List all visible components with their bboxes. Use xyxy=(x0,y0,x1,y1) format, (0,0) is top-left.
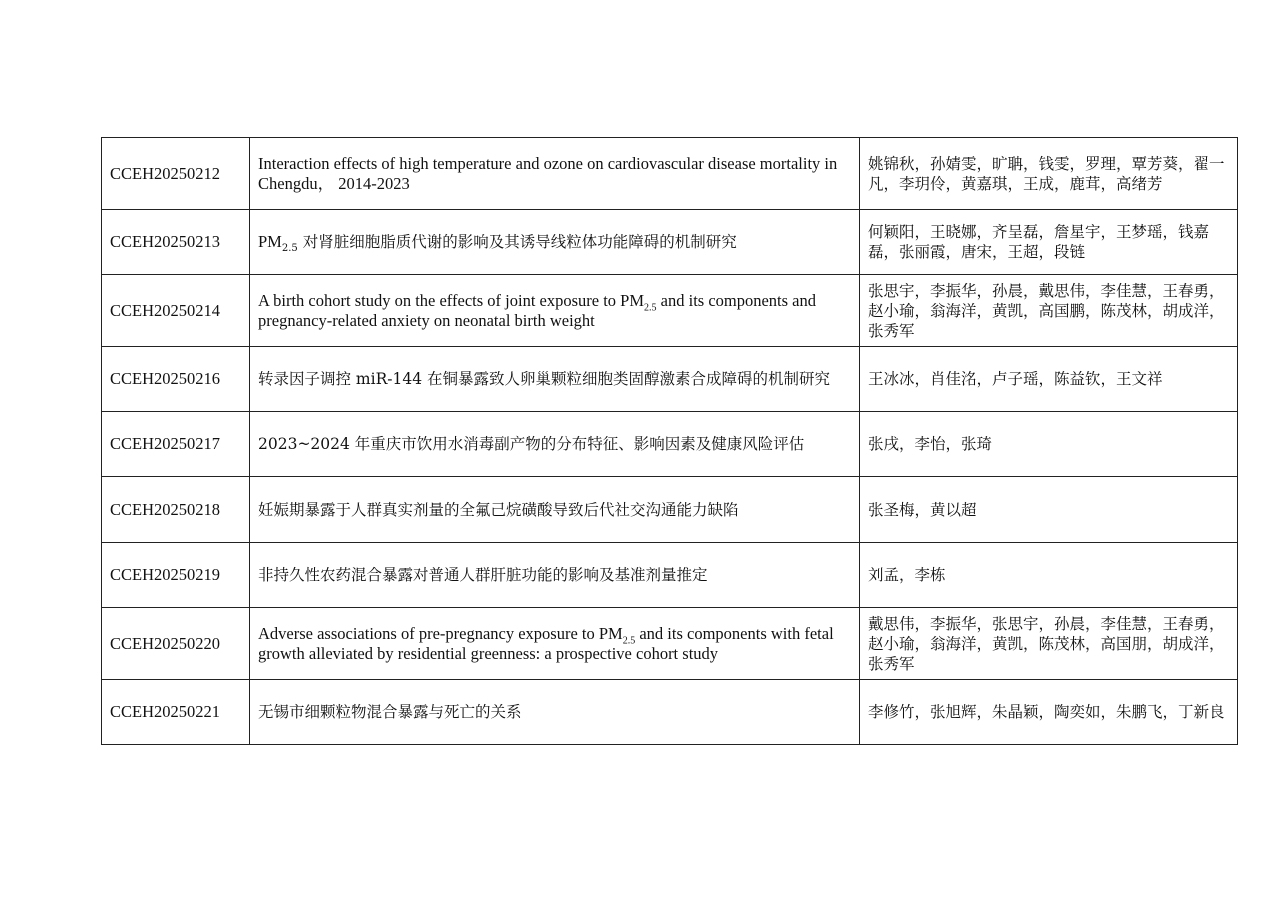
project-title xyxy=(250,608,860,680)
projects-table xyxy=(101,137,1238,745)
title-text: 对肾脏细胞脂质代谢的影响及其诱导线粒体功能障碍的机制研究 xyxy=(297,233,737,251)
project-code: CCEH20250214 xyxy=(102,275,250,347)
project-authors: 李修竹，张旭辉，朱晶颖，陶奕如，朱鹏飞，丁新良 xyxy=(860,680,1238,745)
project-code: CCEH20250212 xyxy=(102,138,250,210)
subscript: 2.5 xyxy=(644,301,657,313)
subscript: 2.5 xyxy=(281,243,298,255)
subscript: 2.5 xyxy=(622,634,636,646)
project-title xyxy=(250,275,860,347)
table-row xyxy=(102,608,1238,680)
project-code: CCEH20250219 xyxy=(102,543,250,608)
project-code: CCEH20250213 xyxy=(102,210,250,275)
table-row xyxy=(102,543,1238,608)
project-authors: 王冰冰，肖佳洺，卢子瑶，陈益钦，王文祥 xyxy=(860,347,1238,412)
project-title: 2023~2024 年重庆市饮用水消毒副产物的分布特征、影响因素及健康风险评估 xyxy=(250,412,860,477)
table-row xyxy=(102,210,1238,275)
title-text: and its components with fetal growth alleviated by residential greenness: a prospective cohort study xyxy=(258,623,834,663)
project-authors: 何颖阳，王晓娜，齐呈磊，詹星宇，王梦瑶，钱嘉磊，张丽霞，唐宋，王超，段链 xyxy=(860,210,1238,275)
project-authors: 姚锦秋，孙婧雯，旷聃，钱雯，罗理，覃芳葵，翟一凡，李玥伶，黄嘉琪，王成，鹿茸，高绪芳 xyxy=(860,138,1238,210)
project-code: CCEH20250217 xyxy=(102,412,250,477)
project-title: 非持久性农药混合暴露对普通人群肝脏功能的影响及基准剂量推定 xyxy=(250,543,860,608)
project-authors: 戴思伟，李振华，张思宇，孙晨，李佳慧，王春勇，赵小瑜，翁海洋，黄凯，陈茂林，高国朋，胡成洋，张秀军 xyxy=(860,608,1238,680)
project-title: 无锡市细颗粒物混合暴露与死亡的关系 xyxy=(250,680,860,745)
project-code: CCEH20250220 xyxy=(102,608,250,680)
title-text: A birth cohort study on the effects of joint exposure to PM xyxy=(258,290,645,310)
project-code: CCEH20250218 xyxy=(102,477,250,543)
table-row xyxy=(102,477,1238,543)
project-title: 转录因子调控 miR-144 在铜暴露致人卵巢颗粒细胞类固醇激素合成障碍的机制研究 xyxy=(250,347,860,412)
project-authors: 张思宇，李振华，孙晨，戴思伟，李佳慧，王春勇，赵小瑜，翁海洋，黄凯，高国鹏，陈茂林，胡成洋，张秀军 xyxy=(860,275,1238,347)
table-row xyxy=(102,680,1238,745)
project-title: Interaction effects of high temperature and ozone on cardiovascular disease mortality in Chengdu， 2014-2023 xyxy=(250,138,860,210)
title-text: Adverse associations of pre-pregnancy exposure to PM xyxy=(258,623,623,643)
title-text: PM xyxy=(258,232,282,251)
table-row xyxy=(102,275,1238,347)
project-title: 妊娠期暴露于人群真实剂量的全氟己烷磺酸导致后代社交沟通能力缺陷 xyxy=(250,477,860,543)
table-row xyxy=(102,412,1238,477)
project-code: CCEH20250221 xyxy=(102,680,250,745)
project-authors: 张戌，李怡，张琦 xyxy=(860,412,1238,477)
project-authors: 张圣梅，黄以超 xyxy=(860,477,1238,543)
project-authors: 刘孟，李栋 xyxy=(860,543,1238,608)
project-title xyxy=(250,210,860,275)
title-text: and its components and pregnancy-related anxiety on neonatal birth weight xyxy=(258,290,817,330)
table-row xyxy=(102,138,1238,210)
project-code: CCEH20250216 xyxy=(102,347,250,412)
table-row xyxy=(102,347,1238,412)
